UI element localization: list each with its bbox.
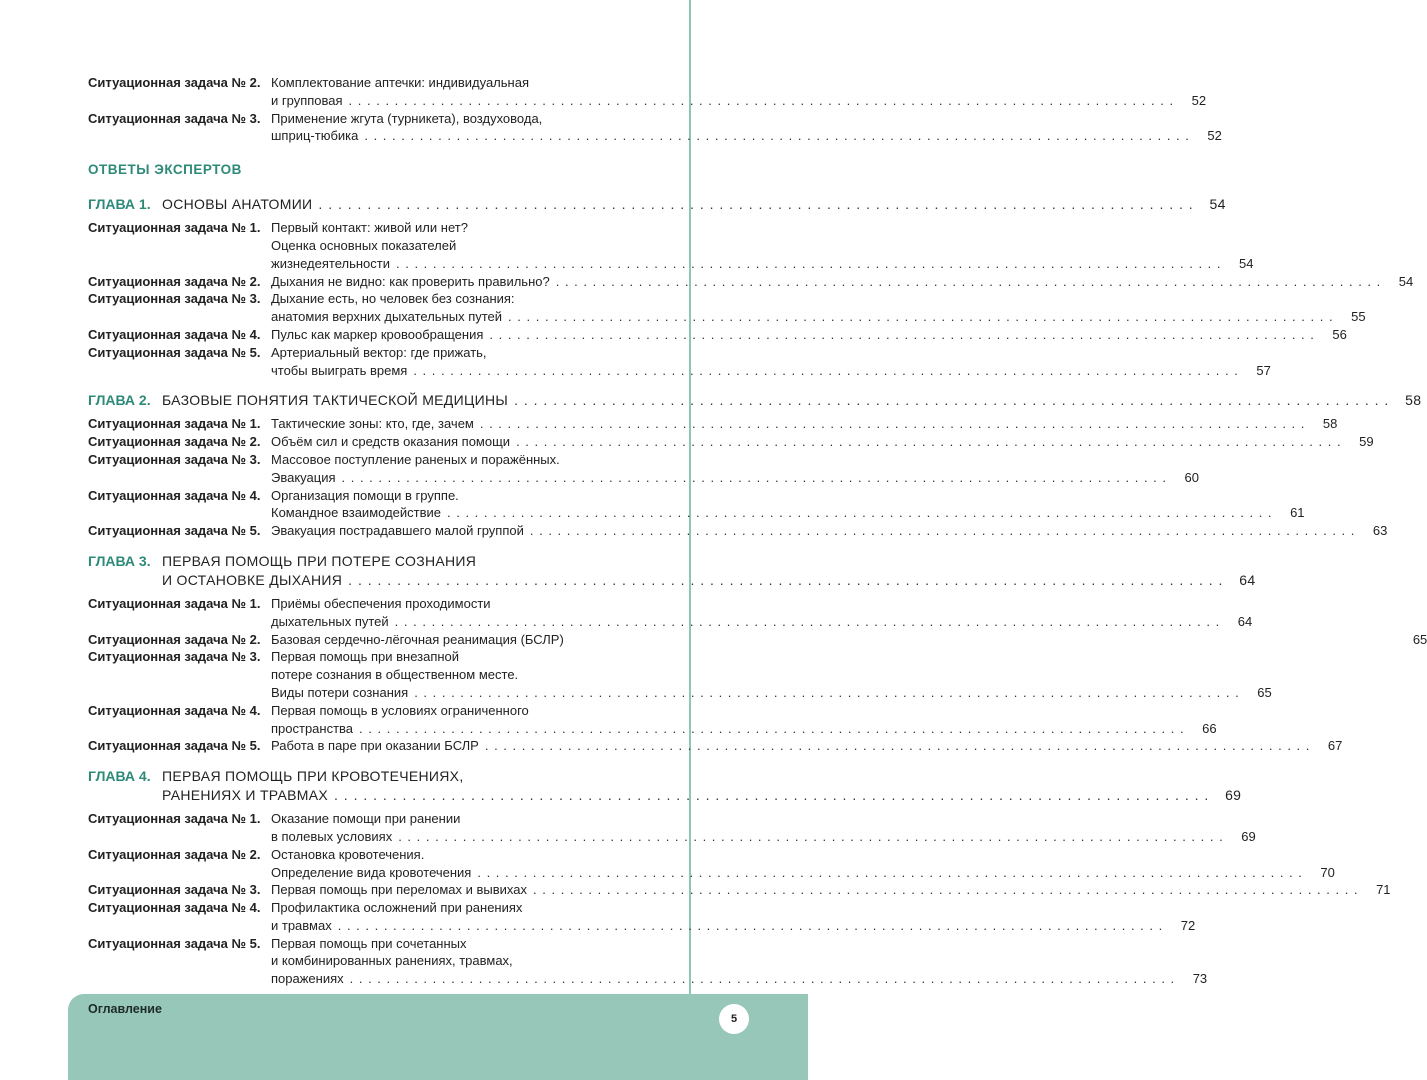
chapter-title-line: ПЕРВАЯ ПОМОЩЬ ПРИ КРОВОТЕЧЕНИЯХ, [162,768,464,785]
toc-entry[interactable] [88,110,1222,146]
entry-text: чтобы выиграть время [271,362,408,378]
chapter-number: ГЛАВА 1. [88,196,151,213]
entry-body [271,219,1254,272]
dot-leader [508,308,1334,326]
toc-entry[interactable] [88,595,1253,631]
entry-last-line [271,631,1427,649]
page-ref: 54 [1239,255,1254,271]
page-ref: 70 [1320,864,1335,880]
entry-last-line [271,433,1374,451]
entry-text-line: Остановка кровотечения. [271,846,425,862]
entry-text-line: Дыхание есть, но человек без сознания: [271,291,515,307]
dot-leader [530,522,1356,540]
entry-last-line [271,362,1271,380]
page-ref: 69 [1241,828,1256,844]
dot-leader [489,326,1315,344]
entry-label: Ситуационная задача № 4. [88,702,261,718]
chapter-title-last-line [162,195,1226,214]
entry-label: Ситуационная задача № 5. [88,738,261,754]
dot-leader [395,613,1221,631]
entry-last-line [271,469,1200,487]
entry-last-line [271,504,1305,522]
chapter-title-last-line [162,786,1242,805]
page-ref: 63 [1372,523,1388,539]
entry-text-line: Первая помощь в условиях ограниченного [271,702,529,718]
page-ref: 64 [1237,613,1253,629]
page-ref: 71 [1376,882,1391,898]
chapter-title-line: ПЕРВАЯ ПОМОЩЬ ПРИ ПОТЕРЕ СОЗНАНИЯ [162,552,477,569]
entry-label: Ситуационная задача № 1. [88,220,261,236]
entry-text-line: Организация помощи в группе. [271,487,459,503]
entry-body [271,273,1414,291]
page-ref: 65 [1257,684,1272,700]
entry-text: Тактические зоны: кто, где, зачем [271,416,474,432]
entry-text: Базовая сердечно-лёгочная реанимация (БСЛР) [271,631,564,647]
table-of-contents [88,74,1427,994]
entry-text: в полевых условиях [271,828,393,844]
entry-body [271,487,1305,523]
entry-text-line: Первая помощь при внезапной [271,649,460,665]
entry-last-line [271,684,1272,702]
chapter-title-text: И ОСТАНОВКЕ ДЫХАНИЯ [162,571,343,588]
entry-body [271,326,1347,344]
entry-text: жизнедеятельности [271,255,390,271]
entry-label: Ситуационная задача № 3. [88,882,261,898]
page-ref: 73 [1192,971,1208,987]
dot-leader [480,415,1306,433]
dot-leader [318,195,1193,214]
entry-label: Ситуационная задача № 4. [88,900,261,916]
chapter-heading[interactable] [88,552,1256,590]
toc-entry[interactable] [88,415,1338,433]
toc-entry[interactable] [88,935,1208,988]
entry-last-line [271,881,1391,899]
entry-text: Эвакуация [271,469,336,485]
entry-text: поражениях [271,971,344,987]
entry-label: Ситуационная задача № 2. [88,631,261,647]
entry-text: и травмах [271,917,332,933]
entry-text: дыхательных путей [271,613,389,629]
dot-leader [414,684,1240,702]
entry-last-line [271,864,1335,882]
toc-entry[interactable] [88,74,1207,110]
entry-text-line: и комбинированных ранениях, травмах, [271,953,513,969]
chapter-title-text: ОСНОВЫ АНАТОМИИ [162,196,313,213]
entry-last-line [271,522,1388,540]
page-ref: 67 [1327,738,1343,754]
entry-body [271,415,1338,433]
entry-body [271,344,1271,380]
entry-last-line [271,970,1208,988]
dot-leader [348,571,1223,590]
page-ref: 72 [1180,917,1196,933]
entry-last-line [271,127,1222,145]
entry-body [271,631,1427,649]
dot-leader [359,720,1185,738]
entry-text-line: Оценка основных показателей [271,237,457,253]
page-ref: 64 [1239,571,1256,588]
entry-body [271,737,1343,755]
dot-leader [447,504,1273,522]
dot-leader [349,92,1175,110]
chapter-heading[interactable] [88,195,1226,214]
page-ref: 60 [1184,469,1200,485]
entry-last-line [271,255,1254,273]
toc-entry[interactable] [88,846,1335,882]
entry-body [271,74,1207,110]
toc-entry[interactable] [88,899,1196,935]
entry-label: Ситуационная задача № 2. [88,846,261,862]
entry-body [271,595,1253,631]
entry-last-line [271,737,1343,755]
entry-last-line [271,917,1196,935]
entry-last-line [271,308,1366,326]
dot-leader [485,737,1311,755]
page-ref: 54 [1398,273,1414,289]
toc-entry[interactable] [88,344,1271,380]
toc-entry[interactable] [88,810,1256,846]
chapter-gap [88,540,628,546]
dot-leader [338,917,1164,935]
entry-text: Командное взаимодействие [271,505,442,521]
entry-body [271,522,1388,540]
entry-label: Ситуационная задача № 3. [88,649,261,665]
chapter-title-last-line [162,391,1422,410]
footer-section-label: Оглавление [88,1002,162,1016]
entry-body [271,935,1208,988]
toc-entry[interactable] [88,487,1305,523]
entry-text: Эвакуация пострадавшего малой группой [271,523,524,539]
chapter-title [162,195,1226,214]
entry-text-line: Профилактика осложнений при ранениях [271,900,523,916]
entry-last-line [271,92,1207,110]
chapter-heading[interactable] [88,391,1422,410]
footer-band [68,994,808,1080]
chapter-number: ГЛАВА 2. [88,392,151,409]
page-ref: 55 [1351,309,1366,325]
entry-body [271,846,1335,882]
entry-last-line [271,720,1217,738]
entry-text: пространства [271,720,354,736]
dot-leader [413,362,1239,380]
page-ref: 61 [1290,505,1305,521]
entry-body [271,899,1196,935]
dot-leader [556,273,1382,291]
entry-text: Объём сил и средств оказания помощи [271,434,511,450]
entry-text-line: Оказание помощи при ранении [271,811,461,827]
entry-text: Виды потери сознания [271,684,409,700]
chapter-title-text: БАЗОВЫЕ ПОНЯТИЯ ТАКТИЧЕСКОЙ МЕДИЦИНЫ [162,392,509,409]
entry-text: Пульс как маркер кровообращения [271,326,484,342]
page-ref: 58 [1322,416,1338,432]
chapter-title-last-line [162,571,1256,590]
entry-last-line [271,273,1414,291]
dot-leader [350,970,1176,988]
entry-label: Ситуационная задача № 4. [88,487,261,503]
dot-leader [396,255,1222,273]
entry-label: Ситуационная задача № 2. [88,75,261,90]
entry-body [271,648,1272,701]
entry-label: Ситуационная задача № 2. [88,434,261,450]
entry-label: Ситуационная задача № 5. [88,523,261,539]
entry-text: анатомия верхних дыхательных путей [271,309,503,325]
page-ref: 52 [1191,92,1207,108]
dot-leader [516,433,1342,451]
entry-text-line: Массовое поступление раненых и поражённых. [271,451,560,467]
entry-text-line: потере сознания в общественном месте. [271,667,519,683]
chapter-title [162,391,1422,410]
toc-entry[interactable] [88,326,1347,344]
chapter-number: ГЛАВА 3. [88,552,151,569]
entry-body [271,702,1217,738]
page-ref: 69 [1225,787,1242,804]
entry-label: Ситуационная задача № 5. [88,935,261,951]
toc-entry[interactable] [88,433,1374,451]
entry-text: и групповая [271,92,343,108]
entry-last-line [271,326,1347,344]
entry-body [271,810,1256,846]
toc-entry[interactable] [88,648,1272,701]
dot-leader [533,881,1359,899]
page-ref: 57 [1256,362,1271,378]
page-ref: 56 [1332,326,1347,342]
entry-body [271,433,1374,451]
toc-entry[interactable] [88,737,1343,755]
entry-label: Ситуационная задача № 3. [88,110,261,126]
entry-body [271,290,1366,326]
entry-last-line [271,828,1256,846]
page-ref: 66 [1202,720,1217,736]
entry-text-line: Первый контакт: живой или нет? [271,220,468,236]
toc-entry[interactable] [88,881,1391,899]
toc-entry[interactable] [88,219,1254,272]
entry-text: шприц-тюбика [271,128,359,144]
entry-label: Ситуационная задача № 1. [88,595,261,611]
entry-label: Ситуационная задача № 1. [88,811,261,827]
toc-entry[interactable] [88,451,1200,487]
page-ref: 52 [1207,128,1222,144]
page-ref: 65 [1412,631,1427,647]
entry-label: Ситуационная задача № 4. [88,326,261,342]
chapter-title-text: РАНЕНИЯХ И ТРАВМАХ [162,787,329,804]
page-number-badge: 5 [719,1004,749,1034]
entry-last-line [271,415,1338,433]
page-ref: 54 [1209,196,1226,213]
chapter-title [162,767,1242,805]
entry-last-line [271,613,1253,631]
toc-entry[interactable] [88,631,1427,649]
entry-text: Работа в паре при оказании БСЛР [271,738,479,754]
dot-leader [334,786,1209,805]
chapter-title [162,552,1256,590]
entry-text-line: Комплектование аптечки: индивидуальная [271,75,529,90]
entry-body [271,451,1200,487]
entry-body [271,110,1222,146]
entry-label: Ситуационная задача № 3. [88,451,261,467]
entry-text-line: Применение жгута (турникета), воздуховода, [271,110,543,126]
toc-entry[interactable] [88,290,1366,326]
entry-label: Ситуационная задача № 1. [88,416,261,432]
dot-leader [364,127,1190,145]
toc-entry[interactable] [88,522,1388,540]
page-ref: 58 [1405,392,1422,409]
entry-label: Ситуационная задача № 2. [88,273,261,289]
entry-label: Ситуационная задача № 3. [88,291,261,307]
chapter-number: ГЛАВА 4. [88,768,151,785]
dot-leader [514,391,1389,410]
entry-text-line: Приёмы обеспечения проходимости [271,595,491,611]
entry-text-line: Первая помощь при сочетанных [271,935,467,951]
entry-text: Первая помощь при переломах и вывихах [271,882,528,898]
chapter-heading[interactable] [88,767,1242,805]
toc-entry[interactable] [88,702,1217,738]
chapter-gap [88,379,628,385]
section-title: ОТВЕТЫ ЭКСПЕРТОВ [88,162,242,178]
entry-text-line: Артериальный вектор: где прижать, [271,344,487,360]
entry-text: Определение вида кровотечения [271,864,472,880]
page-ref: 59 [1359,434,1374,450]
chapter-gap [88,755,628,761]
entry-label: Ситуационная задача № 5. [88,344,261,360]
entry-body [271,881,1391,899]
dot-leader [342,469,1168,487]
dot-leader [477,864,1303,882]
entry-text: Дыхания не видно: как проверить правильно? [271,273,550,289]
toc-entry[interactable] [88,273,1414,291]
dot-leader [398,828,1224,846]
